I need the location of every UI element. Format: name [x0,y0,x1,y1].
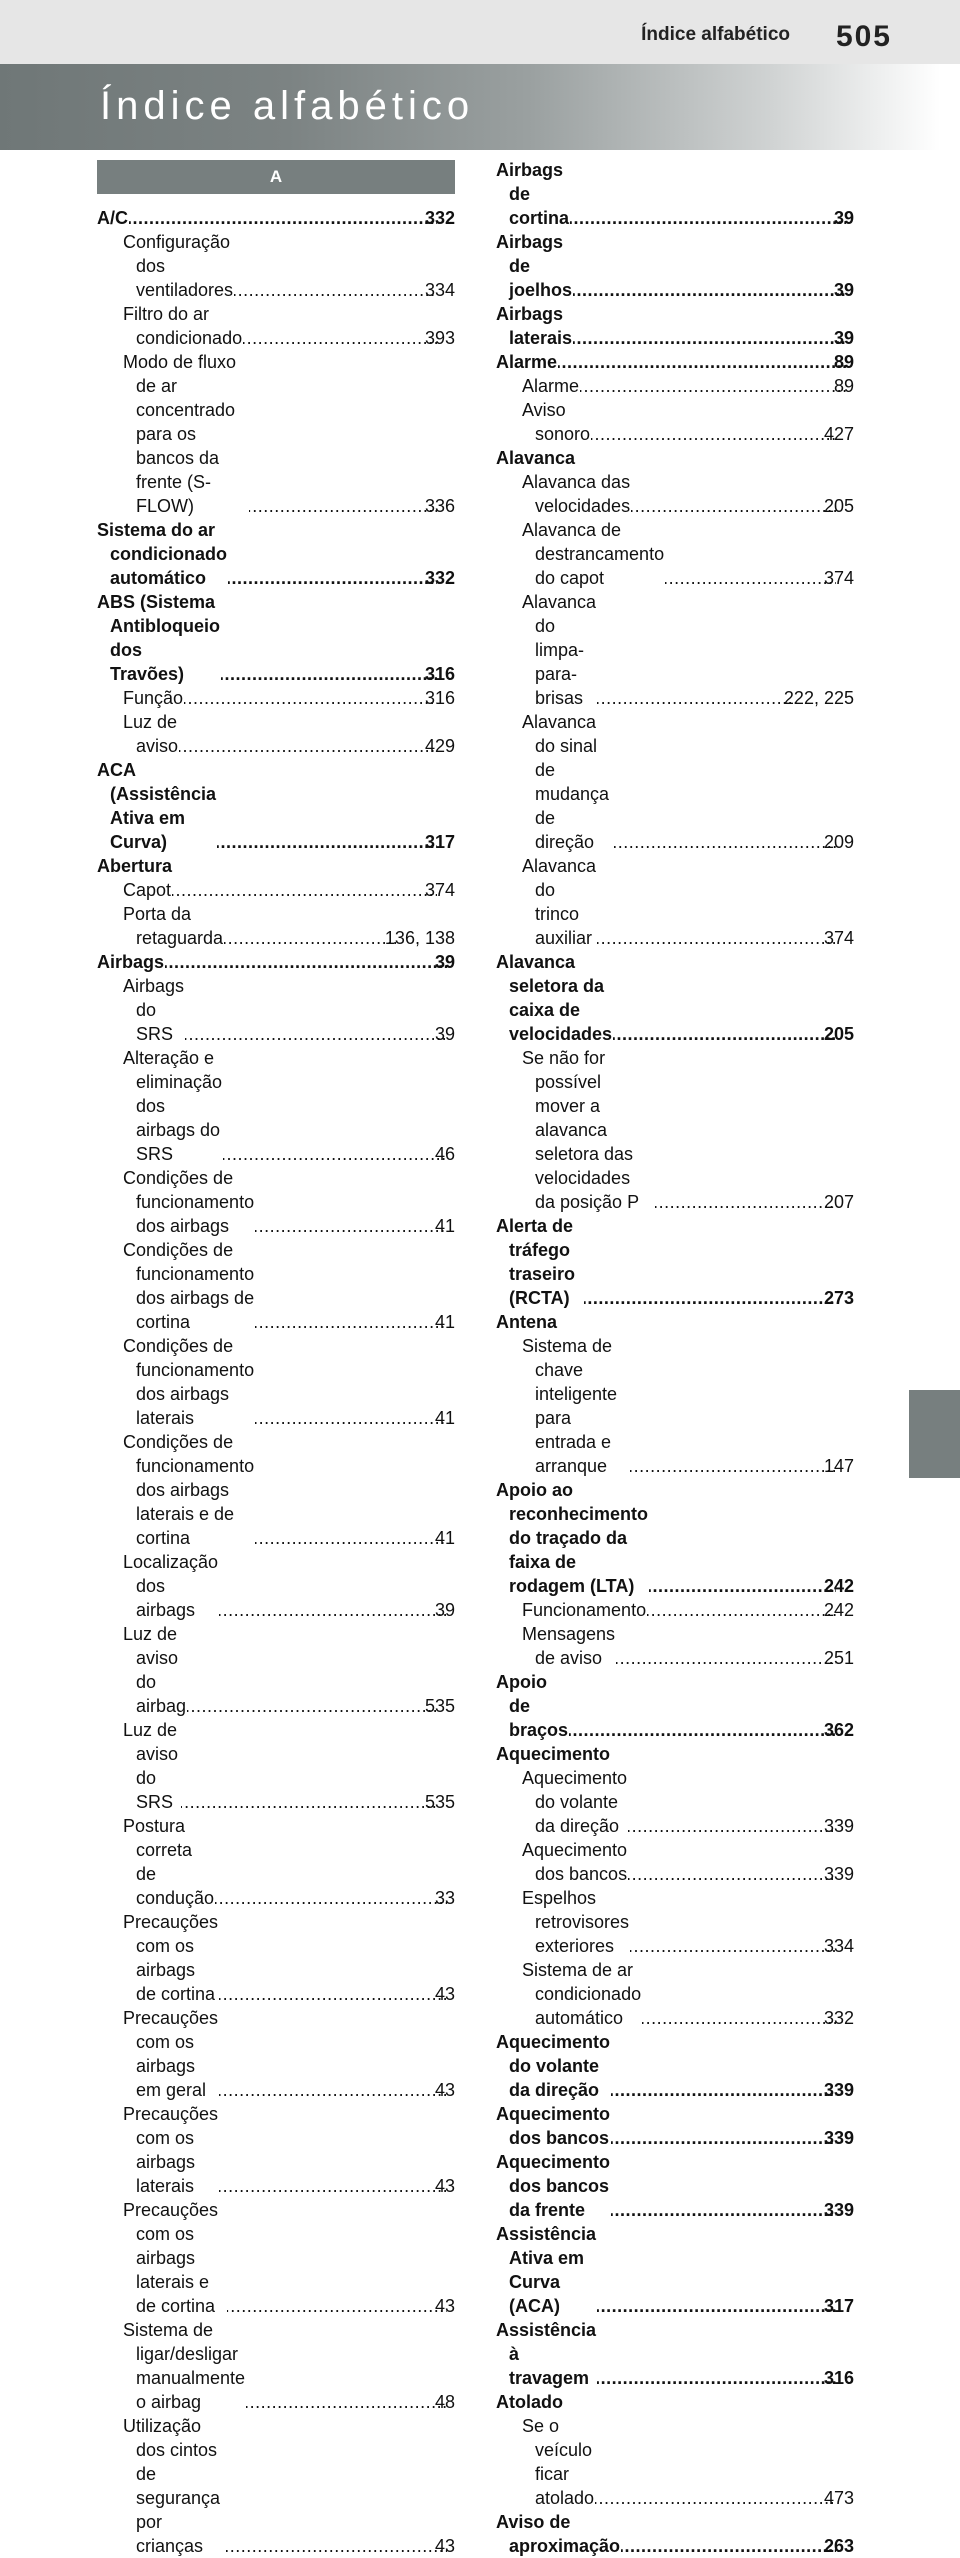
index-entry-page: 41 [434,1408,455,1428]
leader-dots [614,830,836,854]
index-entry-term: Modo de fluxo de ar concentrado para os bancos da frente (S-FLOW) [123,352,237,516]
index-entry-page: 251 [823,1648,854,1668]
leader-dots [172,878,437,902]
index-entry-term: Aquecimento dos bancos [522,1840,628,1884]
index-entry [97,902,455,950]
index-entry-term: Utilização dos cintos de segurança por crianças [123,2416,221,2556]
index-entry [97,878,455,902]
index-entry [496,398,854,446]
leader-dots [616,1646,836,1670]
index-entry [97,1814,455,1910]
index-entry-term: Precauções com os airbags de cortina [123,1912,219,2004]
index-entry [97,1046,455,1166]
index-entry-page: 242 [823,1600,854,1620]
leader-dots [573,326,846,350]
index-entry-page: 39 [833,208,854,228]
index-entry-page: 374 [823,928,854,948]
leader-dots [649,1574,836,1598]
index-entry-term: Abertura [97,856,173,876]
index-entry [97,758,455,854]
index-entry-page: 39 [434,952,455,972]
index-entry [496,2150,854,2222]
leader-dots [630,1454,836,1478]
index-entry-page: 535 [424,1792,455,1812]
index-entry-page: 41 [434,1216,455,1236]
index-entry-term: Porta da retaguarda [123,904,224,948]
page-title: Índice alfabético [100,84,475,128]
index-entry-term: Precauções com os airbags em geral [123,2008,219,2100]
leader-dots [227,2294,447,2318]
index-entry [496,950,854,1046]
index-entry-term: Luz de aviso [123,712,179,756]
index-entry-page: 273 [823,1288,854,1308]
index-entry-term: Apoio de braços [496,1672,569,1740]
leader-dots [185,1022,447,1046]
page-header [0,0,960,64]
index-entry [97,518,455,590]
leader-dots [219,2174,447,2198]
leader-dots [223,1142,447,1166]
leader-dots [129,206,437,230]
leader-dots [628,1814,836,1838]
leader-dots [597,2366,836,2390]
index-entry [97,950,455,974]
index-entry-term: Configuração dos ventiladores [123,232,234,300]
index-entry-term: Atolado [496,2392,563,2412]
index-entry-page: 334 [823,1936,854,1956]
index-entry-term: Aquecimento [496,1744,611,1764]
index-entry-page: 339 [823,2080,854,2100]
index-entry-term: Condições de funcionamento dos airbags laterais e de cortina [123,1432,255,1548]
index-entry-page: 43 [434,2296,455,2316]
leader-dots [215,1886,447,1910]
leader-dots [224,926,397,950]
chapter-thumb-tab [909,1390,960,1478]
leader-dots [570,206,846,230]
index-entry-term: Airbags de cortina [496,160,570,228]
index-entry [97,686,455,710]
index-entry [97,2198,455,2318]
index-entry-term: Alteração e eliminação dos airbags do SRS [123,1048,223,1164]
leader-dots [249,494,437,518]
index-column-right [496,158,854,2558]
index-entry [496,1046,854,1214]
index-entry-page: 263 [823,2536,854,2556]
leader-dots [611,2078,836,2102]
section-title: Índice alfabético [641,24,790,45]
index-entry-term: Aviso de aproximação [496,2512,621,2556]
index-entry-page: 473 [823,2488,854,2508]
index-entry-page: 316 [424,688,455,708]
index-entry-term: Capot [123,880,172,900]
index-entry [496,1742,854,1766]
leader-dots [228,566,437,590]
index-entry-term: Sistema de chave inteligente para entrada e arranque [522,1336,618,1476]
leader-dots [219,2078,447,2102]
index-entry [496,350,854,374]
index-entry-page: 39 [833,328,854,348]
index-entry [97,2006,455,2102]
index-entry-page: 427 [823,424,854,444]
leader-dots [179,734,437,758]
index-entry [496,2390,854,2414]
index-entry-term: Alerta de tráfego traseiro (RCTA) [496,1216,576,1308]
index-entry-page: 222, 225 [783,688,854,708]
index-entry-term: Condições de funcionamento dos airbags de cortina [123,1240,255,1332]
index-entry [496,1598,854,1622]
leader-dots [631,494,836,518]
index-entry [97,1166,455,1238]
index-entry [496,1622,854,1670]
index-entry-page: 317 [424,832,455,852]
index-entry [97,2318,455,2414]
leader-dots [246,2390,447,2414]
index-entry [496,302,854,350]
index-entry [496,1334,854,1478]
leader-dots [165,950,447,974]
index-entry [496,2414,854,2510]
index-entry [496,2318,854,2390]
leader-dots [655,1190,836,1214]
index-entry [496,1958,854,2030]
index-entry-page: 339 [823,1816,854,1836]
index-entry-term: Aquecimento do volante da direção [496,2032,611,2100]
index-entry-term: Sistema do ar condicionado automático [97,520,227,588]
index-entry-term: ACA (Assistência Ativa em Curva) [97,760,217,852]
index-entry-page: 429 [424,736,455,756]
index-entry-page: 205 [823,496,854,516]
index-entry-term: Assistência à travagem [496,2320,597,2388]
leader-dots [580,374,846,398]
index-entry-page: 332 [823,2008,854,2028]
index-entry-term: Localização dos airbags [123,1552,219,1620]
index-entry-page: 207 [823,1192,854,1212]
leader-dots [628,1862,836,1886]
index-entry-term: Airbags de joelhos [496,232,573,300]
index-entry-term: Alavanca [496,448,576,468]
index-entry-page: 48 [434,2392,455,2412]
index-entry-term: Antena [496,1312,558,1332]
index-entry [496,2222,854,2318]
page-number: 505 [835,20,892,53]
index-entry-term: A/C [97,208,128,228]
index-entry-page: 362 [823,1720,854,1740]
index-entry-page: 41 [434,1528,455,1548]
leader-dots [573,278,846,302]
index-entry-page: 89 [833,376,854,396]
index-entry-page: 242 [823,1576,854,1596]
index-entry-page: 41 [434,1312,455,1332]
index-entry-page: 39 [434,1600,455,1620]
index-entry-term: Sistema de ligar/desligar manualmente o airbag [123,2320,246,2412]
leader-dots [597,686,796,710]
index-entry [496,2510,854,2558]
index-entry-page: 43 [434,1984,455,2004]
leader-dots [226,2534,447,2558]
leader-dots [597,926,836,950]
leader-dots [243,326,437,350]
index-entry-page: 43 [434,2080,455,2100]
index-entry-page: 336 [424,496,455,516]
index-entry-page: 43 [434,2176,455,2196]
index-entry [496,1886,854,1958]
index-entry-page: 209 [823,832,854,852]
index-entry [496,518,854,590]
index-entry [496,1766,854,1838]
index-entry-term: Airbags [97,952,165,972]
index-entry [97,1622,455,1718]
index-entry [496,710,854,854]
index-entry [97,854,455,878]
index-entry-term: Alavanca do trinco auxiliar [522,856,597,948]
leader-dots [181,1790,437,1814]
index-entry [97,1910,455,2006]
index-entry [496,158,854,230]
index-entry-term: Aviso sonoro [522,400,591,444]
leader-dots [558,350,846,374]
index-entry-term: Filtro do ar condicionado [123,304,243,348]
index-entry [97,206,455,230]
index-entry [97,710,455,758]
index-entry-page: 147 [823,1456,854,1476]
index-entry [496,1838,854,1886]
index-entry [97,974,455,1046]
leader-dots [630,1934,836,1958]
index-entry-page: 43 [434,2536,455,2556]
index-entry [97,350,455,518]
index-entry-term: Luz de aviso do SRS [123,1720,179,1812]
index-entry [97,1238,455,1334]
index-entry [496,2102,854,2150]
index-entry [97,2414,455,2558]
index-entry-page: 535 [424,1696,455,1716]
index-entry-page: 332 [424,208,455,228]
leader-dots [234,278,437,302]
index-entry-term: Aquecimento dos bancos [496,2104,611,2148]
index-entry-page: 339 [823,2128,854,2148]
index-entry [496,1214,854,1310]
index-entry [97,1334,455,1430]
leader-dots [611,2198,836,2222]
index-entry-term: Alavanca de destrancamento do capot [522,520,665,588]
index-entry-term: Alarme [522,376,580,396]
leader-dots [597,2294,836,2318]
index-entry-term: Espelhos retrovisores exteriores [522,1888,630,1956]
index-entry [496,230,854,302]
index-entry-page: 316 [823,2368,854,2388]
index-entry [496,1310,854,1334]
index-column-left [97,160,455,2558]
index-entry-page: 374 [424,880,455,900]
index-entry [97,230,455,302]
index-entry-page: 332 [424,568,455,588]
leader-dots [255,1526,447,1550]
index-entry-term: Mensagens de aviso [522,1624,616,1668]
index-entry-page: 46 [434,1144,455,1164]
index-entry-page: 334 [424,280,455,300]
leader-dots [219,1982,447,2006]
index-entry-term: Funcionamento [522,1600,647,1620]
index-entry [97,2102,455,2198]
index-entry-page: 316 [424,664,455,684]
index-entry [496,1670,854,1742]
leader-dots [591,422,836,446]
index-entry-term: Assistência Ativa em Curva (ACA) [496,2224,597,2316]
index-entry-page: 339 [823,2200,854,2220]
index-entry-page: 317 [823,2296,854,2316]
leader-dots [255,1214,447,1238]
index-entries-left [97,206,455,2558]
index-entry [97,1550,455,1622]
index-entry-term: Se o veículo ficar atolado [522,2416,595,2508]
leader-dots [621,2534,836,2558]
leader-dots [187,1694,437,1718]
index-entry-term: ABS (Sistema Antibloqueio dos Travões) [97,592,220,684]
leader-dots [595,2486,836,2510]
index-entry-page: 374 [823,568,854,588]
leader-dots [665,566,836,590]
index-entry-term: Se não for possível mover a alavanca seletora das velocidades da posição P [522,1048,640,1212]
index-entries-right [496,158,854,2558]
index-entry-term: Precauções com os airbags laterais [123,2104,219,2196]
leader-dots [611,2126,836,2150]
index-entry-term: Sistema de ar condicionado automático [522,1960,642,2028]
index-entry-term: Função [123,688,184,708]
leader-dots [642,2006,836,2030]
index-entry [496,374,854,398]
index-entry-term: Condições de funcionamento dos airbags laterais [123,1336,255,1428]
leader-dots [219,1598,447,1622]
leader-dots [569,1718,836,1742]
index-entry [496,470,854,518]
leader-dots [613,1022,836,1046]
index-entry [496,590,854,710]
index-entry-term: Airbags do SRS [123,976,185,1044]
index-entry-page: 339 [823,1864,854,1884]
leader-dots [184,686,437,710]
index-entry-term: Alavanca do sinal de mudança de direção [522,712,610,852]
index-entry-page: 393 [424,328,455,348]
index-entry-term: Alavanca das velocidades [522,472,631,516]
leader-dots [255,1310,447,1334]
index-entry-page: 33 [434,1888,455,1908]
letter-heading: A [97,160,455,194]
index-entry-term: Aquecimento dos bancos da frente [496,2152,611,2220]
leader-dots [647,1598,836,1622]
index-entry [97,590,455,686]
leader-dots [221,662,437,686]
index-entry [97,302,455,350]
index-entry-term: Precauções com os airbags laterais e de cortina [123,2200,219,2316]
index-entry-page: 39 [434,1024,455,1044]
index-entry [496,854,854,950]
index-entry-page: 205 [823,1024,854,1044]
leader-dots [584,1286,836,1310]
index-entry-term: Postura correta de condução [123,1816,215,1908]
index-entry-page: 39 [833,280,854,300]
index-entry-term: Apoio ao reconhecimento do traçado da faixa de rodagem (LTA) [496,1480,649,1596]
index-entry-term: Airbags laterais [496,304,573,348]
index-entry-page: 136, 138 [384,928,455,948]
index-entry [97,1718,455,1814]
index-entry-page: 89 [833,352,854,372]
index-entry [496,2030,854,2102]
index-entry [496,1478,854,1598]
index-entry-term: Luz de aviso do airbag [123,1624,187,1716]
leader-dots [255,1406,447,1430]
index-entry-term: Condições de funcionamento dos airbags [123,1168,255,1236]
index-entry-term: Alavanca do limpa-para-brisas [522,592,597,708]
index-entry-term: Aquecimento do volante da direção [522,1768,628,1836]
index-entry [97,1430,455,1550]
index-entry-term: Alavanca seletora da caixa de velocidades [496,952,613,1044]
index-entry-term: Alarme [496,352,558,372]
index-entry [496,446,854,470]
leader-dots [217,830,437,854]
